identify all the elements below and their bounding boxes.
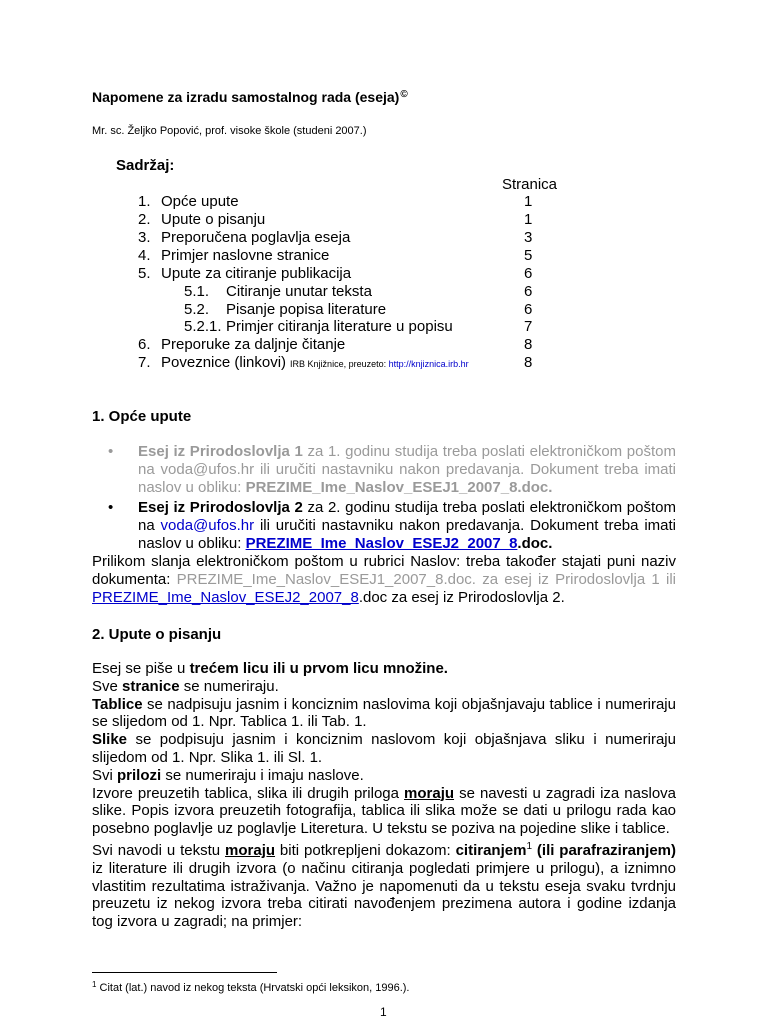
filename-link-2[interactable]: PREZIME_Ime_Naslov_ESEJ2_2007_8 — [92, 588, 359, 606]
document-title: Napomene za izradu samostalnog rada (eseja)© — [92, 89, 408, 105]
irb-link[interactable]: http://knjiznica.irb.hr — [388, 359, 469, 369]
toc-page-column-label: Stranica — [502, 176, 558, 193]
email-link[interactable]: voda@ufos.hr — [160, 516, 255, 534]
bullet-esej-1: • Esej iz Prirodoslovlja 1 za 1. godinu studija treba poslati elektroničkom poštom na voda@ufos.hr ili uručiti nastavniku nakon predavanja. Dokument treba imati naslov u obliku: PREZIME_Ime_Naslov_ESEJ1_2007_8.doc. — [108, 443, 676, 496]
footnote-ref[interactable]: 1 — [526, 840, 532, 852]
section-2-body: Esej se piše u trećem licu ili u prvom licu množine. Sve stranice se numeriraju. Tablice se nadpisuju jasnim i konciznim naslovima koji objašnjavaju tablice i numeriraju se slijedom od 1. Npr. Tablica 1. ili Tab. 1. Slike se podpisuju jasnim i konciznim naslovom koji objašnjava sliku i numeriraju slijedom od 1. Npr. Slika 1. ili Sl. 1. Svi prilozi se numeriraju i imaju naslove. Izvore preuzetih tablica, slika ili drugih priloga moraju se navesti u zagradi iza naslova slike. Popis izvora preuzetih fotografija, tablica ili slika može se dati u prilogu rada kao posebno poglavlje uz poglavlje Literetura. U tekstu se poziva na pojedine slike i tablice. Svi navodi u tekstu moraju biti potkrepljeni dokazom: citiranjem$^1$ (ili parafraziranjem) iz literature ili drugih izvora (o načinu citiranja pogledati primjere u prilogu), a iznimno vlastitim rezultatima istraživanja. Važno je napomenuti da u tekstu eseja svaku tvrdnju preuzetu iz nekog izvora treba citirati navođenjem prezimena autora i godine izdanja tog izvora u zagradi; na primjer: — [92, 660, 677, 931]
toc-item: 6. Preporuke za daljnje čitanje 8 — [138, 336, 533, 353]
toc-heading: Sadržaj: — [116, 157, 175, 174]
page-number: 1 — [380, 1005, 387, 1019]
bullet-icon: • — [108, 499, 114, 516]
footnote-divider — [92, 972, 277, 973]
footnote: $^1$ Citat (lat.) navod iz nekog teksta (Hrvatski opći leksikon, 1996.). — [92, 980, 410, 994]
toc-item: 5.1. Citiranje unutar teksta 6 — [184, 283, 533, 300]
toc-item: 3. Preporučena poglavlja eseja 3 — [138, 229, 533, 246]
toc-item: 4. Primjer naslovne stranice 5 — [138, 247, 533, 264]
author-line: Mr. sc. Željko Popović, prof. visoke škole (studeni 2007.) — [92, 125, 367, 137]
toc-item: 5.2.1. Primjer citiranja literature u popisu 7 — [184, 318, 533, 335]
bullet-icon: • — [108, 443, 114, 460]
section-2-heading: 2. Upute o pisanju — [92, 626, 222, 643]
toc-item: 7. Poveznice (linkovi) IRB Knjižnice, preuzeto: http://knjiznica.irb.hr 8 — [138, 354, 533, 371]
toc-item: 5.2. Pisanje popisa literature 6 — [184, 301, 533, 318]
section-1-paragraph: Prilikom slanja elektroničkom poštom u rubrici Naslov: treba također stajati puni naziv dokumenta: PREZIME_Ime_Naslov_ESEJ1_2007_8.doc. za esej iz Prirodoslovlja 1 ili PREZIME_Ime_Naslov_ESEJ2_2007_8.doc za esej iz Prirodoslovlja 2. — [92, 553, 676, 606]
toc-item: 2. Upute o pisanju 1 — [138, 211, 533, 228]
filename-link[interactable]: PREZIME_Ime_Naslov_ESEJ2_2007_8 — [245, 534, 518, 552]
toc-item: 5. Upute za citiranje publikacija 6 — [138, 265, 533, 282]
section-1-heading: 1. Opće upute — [92, 408, 192, 425]
toc-item: 1. Opće upute 1 — [138, 193, 533, 210]
bullet-esej-2: • Esej iz Prirodoslovlja 2 za 2. godinu studija treba poslati elektroničkom poštom na voda@ufos.hr ili uručiti nastavniku nakon predavanja. Dokument treba imati naslov u obliku: PREZIME_Ime_Naslov_ESEJ2_2007_8.doc. — [108, 499, 676, 552]
